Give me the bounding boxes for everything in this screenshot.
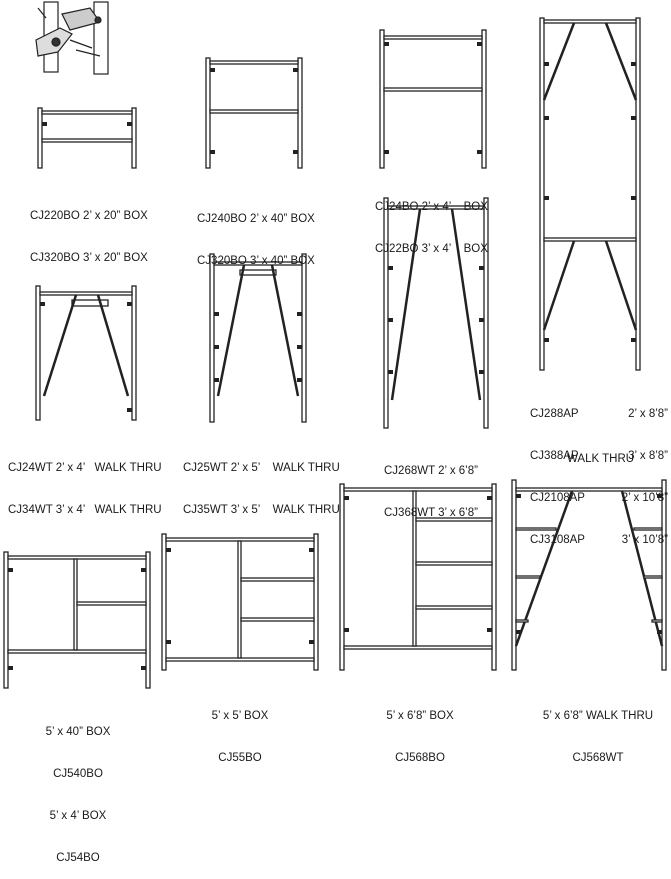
coupling-pin-detail-icon (36, 2, 108, 74)
label-line: CJ55BO (218, 752, 262, 764)
label-line: CJ35WT 3’ x 5’ WALK THRU (183, 504, 340, 516)
label-line: CJ368WT 3’ x 6’8” (384, 507, 478, 519)
label-line: CJ24BO 2’ x 4’ BOX (375, 201, 488, 213)
label-line: 5’ x 5’ BOX (211, 710, 269, 722)
label-line: CJ25WT 2’ x 5’ WALK THRU (183, 462, 340, 474)
label-box-20in (30, 181, 148, 279)
label-line: CJ320BO 3’ x 40” BOX (197, 255, 315, 267)
label-line: 5’ x 6’8” BOX (386, 710, 454, 722)
label-box-40in (197, 184, 315, 282)
label-line: CJ22BO 3’ x 4’ BOX (375, 243, 488, 255)
spec-size: 3’ x 10’8” (621, 534, 668, 546)
label-box-5ft-5ft (180, 681, 300, 779)
frame-box-4ft (380, 30, 486, 168)
label-walk-thru-caption: WALK THRU (567, 453, 635, 465)
spec-row (530, 491, 668, 505)
label-box-4ft (375, 172, 488, 270)
spec-code: CJ388AP (530, 450, 579, 462)
label-line: CJ568BO (395, 752, 445, 764)
spec-size: 2’ x 10’8” (621, 492, 668, 504)
label-line: 5’ x 4’ BOX (49, 810, 107, 822)
label-box-5ft-40in (10, 697, 146, 879)
spec-size: 2’ x 8’8” (628, 408, 668, 420)
label-line: CJ268WT 2’ x 6’8” (384, 465, 478, 477)
label-line: CJ540BO (53, 768, 103, 780)
label-line: CJ24WT 2’ x 4’ WALK THRU (8, 462, 162, 474)
frame-box-5ft-40in (4, 552, 150, 688)
frame-box-20in (38, 108, 136, 168)
label-line: CJ34WT 3’ x 4’ WALK THRU (8, 504, 162, 516)
spec-code: CJ2108AP (530, 492, 585, 504)
spec-code: CJ288AP (530, 408, 579, 420)
spec-size: 3’ x 8’8” (628, 450, 668, 462)
spec-row (530, 533, 668, 547)
label-line: CJ54BO (56, 852, 100, 864)
frame-walk-thru-tall (540, 18, 640, 370)
label-line: CJ240BO 2’ x 40” BOX (197, 213, 315, 225)
frame-box-5ft-5ft (162, 534, 318, 670)
label-line: CJ320BO 3’ x 20” BOX (30, 252, 148, 264)
label-line: CJ568WT (572, 752, 624, 764)
frame-box-40in (206, 58, 302, 168)
label-walk-thru-4ft (8, 433, 162, 531)
label-walk-thru-5ft-68 (530, 681, 666, 779)
frame-walk-thru-4ft (36, 286, 136, 420)
spec-row (530, 407, 668, 421)
label-walk-thru-5ft (183, 433, 340, 531)
label-tall-walk-thru (530, 379, 668, 561)
label-box-5ft-68 (360, 681, 480, 779)
label-line: CJ220BO 2’ x 20” BOX (30, 210, 148, 222)
spec-code: CJ3108AP (530, 534, 585, 546)
label-walk-thru-68 (384, 436, 478, 534)
label-line: 5’ x 40” BOX (45, 726, 111, 738)
label-line: 5’ x 6’8” WALK THRU (542, 710, 654, 722)
